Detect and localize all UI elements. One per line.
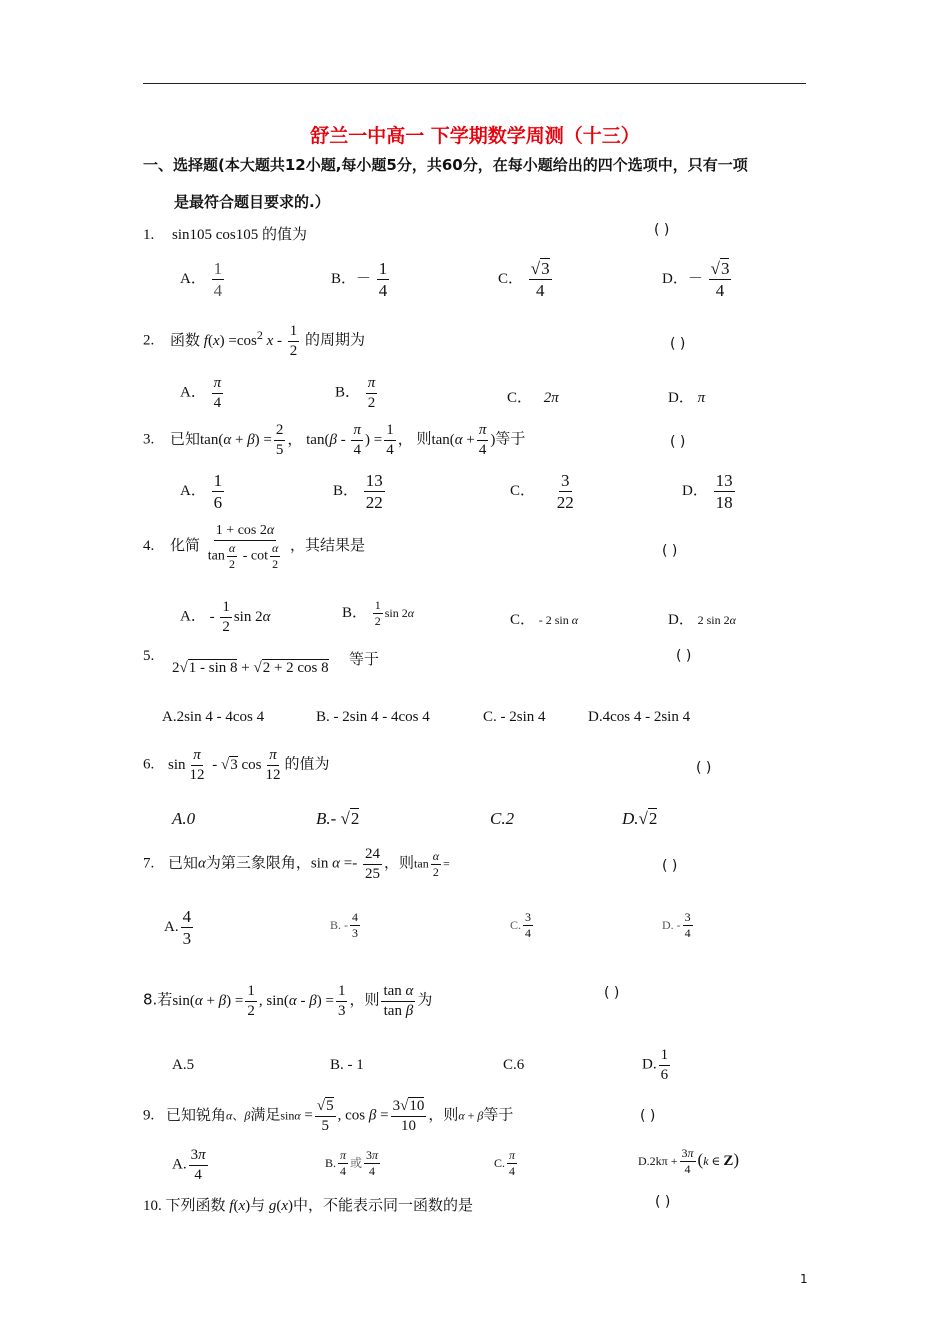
- q5-expression: 2√1 - sin 8 + √2 + 2 cos 8: [172, 660, 329, 676]
- q9-suffix: 等于: [483, 1105, 514, 1124]
- question-3: [143, 421, 525, 460]
- q8-option-b: B. - 1: [330, 1057, 364, 1073]
- q3-option-a-value: $\frac{1}{6}$: [213, 471, 223, 513]
- q9-option-b-value2: $\frac{3\pi}{4}$: [366, 1148, 379, 1178]
- q1-answer-paren: ( ): [654, 222, 670, 238]
- q1-expression: sin105 cos105: [172, 227, 259, 243]
- q2-option-b: [335, 374, 379, 413]
- q1-option-b: [331, 258, 391, 302]
- question-10: 10. 下列函数 f(x)与 g(x)中，不能表示同一函数的是: [143, 1196, 474, 1214]
- q6-expression: sin $\frac{\pi}{12}$ - √3 cos $\frac{\pi}{12}$: [168, 747, 281, 783]
- q10-text3: 中，不能表示同一函数的是: [293, 1196, 474, 1214]
- q4-option-a: [180, 598, 270, 637]
- q6-option-c: C.2: [490, 809, 515, 828]
- q2-option-d-value: π: [697, 390, 706, 406]
- q10-text2: 与: [250, 1196, 266, 1214]
- q9-number: 9.: [143, 1107, 155, 1124]
- q10-number: 10.: [143, 1198, 162, 1214]
- q7-option-c-value: $\frac{3}{4}$: [525, 910, 532, 940]
- q1-suffix: 的值为: [262, 225, 308, 243]
- q5-option-b: B. - 2sin 4 - 4cos 4: [316, 709, 430, 725]
- q3-option-b: [333, 470, 387, 514]
- q4-option-b-value: $\frac{1}{2}$ sin 2α: [374, 598, 415, 628]
- q1-option-d: [662, 258, 733, 302]
- q2-option-a-value: $\frac{\pi}{4}$: [213, 375, 222, 411]
- q3-option-c-label: C．: [510, 483, 536, 500]
- q3-answer-paren: ( ): [670, 434, 686, 450]
- q3-option-b-label: B．: [333, 483, 359, 500]
- q1-option-b-value: $\frac{1}{4}$: [378, 259, 388, 301]
- q3-option-a-label: A．: [180, 483, 206, 500]
- q9-option-a: [172, 1146, 210, 1185]
- q9-option-c: [494, 1148, 519, 1179]
- q1-option-b-label: B．－: [331, 271, 372, 288]
- q6-option-a: A.0: [172, 809, 196, 828]
- q4-expression: 1 + cos 2α tan $\frac{\alpha}{2}$ - cot $\frac{\alpha}{2}$: [207, 523, 279, 571]
- q9-prefix: 已知锐角: [166, 1105, 227, 1124]
- q1-option-a-value: $\frac{1}{4}$: [213, 259, 223, 301]
- q4-answer-paren: ( ): [662, 543, 678, 559]
- q8-condition: sin(α + β) = $\frac{1}{2}$ , sin(α - β) = $\frac{1}{3}$: [172, 983, 346, 1019]
- q3-option-c: [510, 470, 578, 514]
- q3-option-b-value: $\frac{13}{22}$: [365, 471, 383, 513]
- question-2: [143, 322, 365, 361]
- q9-option-c-value: $\frac{\pi}{4}$: [509, 1148, 516, 1178]
- q9-option-a-label: A.: [172, 1156, 187, 1173]
- q9-option-d-label: D.2kπ +: [638, 1153, 678, 1168]
- q2-suffix: 的周期为: [304, 330, 365, 349]
- q5-answer-paren: ( ): [676, 648, 692, 664]
- q9-option-d: D.2kπ + $\frac{3\pi}{4}$ (k ∈ Z): [638, 1146, 740, 1176]
- q2-option-a-label: A．: [180, 384, 206, 401]
- q9-option-b-label: B.: [325, 1155, 337, 1170]
- q2-option-a: [180, 374, 225, 413]
- question-8: [143, 982, 432, 1021]
- q8-then: ，则: [349, 990, 380, 1009]
- q4-option-c: [510, 608, 578, 629]
- q5-option-d: D.4cos 4 - 2sin 4: [588, 709, 691, 725]
- q9-option-b: [325, 1148, 382, 1179]
- q7-option-b: [330, 910, 362, 941]
- q1-number: 1.: [143, 227, 155, 243]
- q4-option-a-label: A．: [180, 608, 206, 625]
- q4-option-d: [668, 608, 736, 629]
- q3-prefix: 已知: [170, 429, 201, 448]
- q8-option-c: C.6: [503, 1057, 525, 1073]
- q6-option-b: B.- √2: [316, 809, 360, 828]
- q2-number: 2.: [143, 332, 155, 349]
- q8-number: 8.若: [143, 990, 173, 1009]
- q3-target: tan(α + $\frac{\pi}{4}$ ): [431, 422, 496, 458]
- q7-option-d-value: $\frac{3}{4}$: [684, 910, 691, 940]
- page-number: 1: [800, 1272, 808, 1286]
- q9-option-d-value: $\frac{3\pi}{4}$: [681, 1146, 694, 1176]
- q7-option-c: [510, 910, 535, 941]
- q3-option-c-value: $\frac{3}{22}$: [556, 471, 574, 513]
- q7-number: 7.: [143, 855, 155, 872]
- q6-option-b-label: B.-: [316, 809, 337, 828]
- q7-option-b-label: B. -: [330, 917, 348, 932]
- q7-prefix: 已知: [168, 853, 199, 872]
- q9-answer-paren: ( ): [640, 1108, 656, 1124]
- q9-mid: 满足: [250, 1105, 281, 1124]
- q7-option-a-label: A.: [164, 919, 179, 936]
- q2-option-c-value: 2π: [543, 390, 559, 406]
- q1-option-c-label: C．: [498, 271, 524, 288]
- page-title: 舒兰一中高一 下学期数学周测（十三）: [310, 125, 640, 147]
- q3-option-d-label: D．: [682, 483, 708, 500]
- q4-prefix: 化简: [170, 536, 201, 555]
- section-heading-line1: 一、选择题(本大题共12小题,每小题5分，共60分，在每小题给出的四个选项中，只有一项: [143, 156, 748, 174]
- q6-suffix: 的值为: [284, 754, 330, 773]
- q7-answer-paren: ( ): [662, 858, 678, 874]
- question-7: 7. 已知α为第三象限角，sin α =- $\frac{24}{25}$ ，则tan $\frac{\alpha}{2}$ =: [143, 846, 450, 882]
- question-1: [143, 223, 307, 244]
- q3-option-d-value: $\frac{13}{18}$: [715, 471, 733, 513]
- q3-then: 则: [416, 429, 432, 448]
- q7-mid2: ，则: [384, 853, 415, 872]
- q8-answer-paren: ( ): [604, 985, 620, 1001]
- q8-target: $\frac{\text{tan α}}{\text{tan β}}$: [383, 983, 414, 1019]
- q1-option-a: [180, 258, 226, 302]
- question-6: [143, 746, 330, 785]
- q6-number: 6.: [143, 756, 155, 773]
- q7-option-a-value: $\frac{4}{3}$: [182, 907, 192, 949]
- q4-option-c-value: - 2 sin α: [538, 613, 579, 627]
- q7-option-b-value: $\frac{4}{3}$: [352, 910, 358, 940]
- q2-option-c-label: C．: [507, 390, 533, 406]
- q6-option-d-label: D.: [622, 809, 639, 828]
- q3-number: 3.: [143, 431, 155, 448]
- q5-option-c: C. - 2sin 4: [483, 709, 546, 725]
- q4-suffix: ，其结果是: [290, 536, 366, 555]
- q3-option-a: [180, 470, 226, 514]
- q8-option-a: A.5: [172, 1057, 195, 1073]
- q7-option-d: [662, 910, 695, 941]
- q2-option-c: [507, 386, 559, 407]
- q9-option-a-value: $\frac{3\pi}{4}$: [190, 1147, 206, 1183]
- q5-suffix: 等于: [349, 650, 380, 668]
- question-9: 9. 已知锐角α、β满足sinα = $\frac{√5}{5}$ , cos β = $\frac{3√10}{10}$ ，则α + β等于: [143, 1098, 514, 1134]
- q1-option-c: [498, 258, 554, 302]
- q4-number: 4.: [143, 538, 155, 555]
- q7-mid1: 为第三象限角，: [205, 853, 311, 872]
- q4-option-d-label: D．: [668, 612, 694, 628]
- q4-option-d-value: 2 sin 2α: [697, 613, 736, 627]
- q2-formula: $f(x) =\cos^2$ x - $\frac{1}{2}$: [203, 323, 298, 359]
- q3-condition: tan(α + β) = $\frac{2}{5}$ ， tan(β - $\frac{\pi}{4}$ ) = $\frac{1}{4}$ ，: [200, 422, 413, 458]
- question-4: [143, 522, 365, 572]
- q4-option-c-label: C．: [510, 612, 536, 628]
- q8-suffix: 为: [417, 990, 433, 1009]
- q9-option-c-label: C.: [494, 1155, 506, 1170]
- q2-option-d-label: D．: [668, 390, 694, 406]
- q8-option-d: [642, 1046, 672, 1085]
- q2-option-b-label: B．: [335, 384, 361, 401]
- q3-option-d: [682, 470, 737, 514]
- q2-option-d: [668, 386, 705, 407]
- q1-option-d-label: D．－: [662, 271, 703, 288]
- q10-answer-paren: ( ): [655, 1194, 671, 1210]
- q2-prefix: 函数: [170, 330, 201, 349]
- q4-option-b: [342, 598, 414, 629]
- q8-option-d-value: $\frac{1}{6}$: [660, 1047, 669, 1083]
- section-heading-line2: 是最符合题目要求的.）: [174, 193, 330, 211]
- q2-option-b-value: $\frac{\pi}{2}$: [367, 375, 376, 411]
- q4-option-b-label: B．: [342, 604, 368, 621]
- q4-option-a-value: - $\frac{1}{2}$ sin 2α: [209, 599, 271, 635]
- q7-option-d-label: D. -: [662, 917, 681, 932]
- q5-option-a: A.2sin 4 - 4cos 4: [162, 709, 265, 725]
- q6-option-d: D.√2: [622, 809, 658, 828]
- q9-then: ，则: [428, 1105, 459, 1124]
- q1-option-c-value: $\frac{√3}{4}$: [530, 259, 550, 301]
- q2-answer-paren: ( ): [670, 336, 686, 352]
- q7-option-a: [164, 906, 195, 950]
- q9-option-b-value1: $\frac{\pi}{4}$: [340, 1148, 347, 1178]
- q8-option-d-label: D.: [642, 1056, 657, 1073]
- q7-option-c-label: C.: [510, 917, 522, 932]
- q1-option-a-label: A．: [180, 271, 206, 288]
- q5-number: 5.: [143, 648, 155, 664]
- q6-answer-paren: ( ): [696, 760, 712, 776]
- q10-text1: 下列函数: [165, 1196, 226, 1214]
- q1-option-d-value: $\frac{√3}{4}$: [710, 259, 730, 301]
- header-rule: [143, 83, 806, 84]
- q3-suffix: 等于: [495, 429, 526, 448]
- question-5: [143, 648, 154, 665]
- q9-option-b-or: 或: [350, 1155, 363, 1170]
